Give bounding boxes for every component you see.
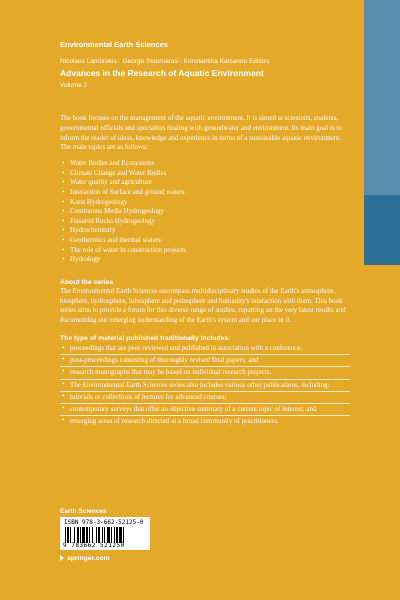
list-item: • Water quality and agriculture — [60, 178, 350, 188]
material-list — [60, 344, 350, 427]
barcode-icon — [65, 527, 145, 543]
list-item: • post-proceedings consisting of thoroughly revised final papers; and — [60, 354, 350, 366]
list-item: • Hydrology — [60, 255, 350, 265]
list-item: • emerging areas of research directed at a broad community of practitioners. — [60, 415, 350, 427]
spine-band-light — [364, 0, 400, 195]
editors: Nicolaos Lambrakis · George Stournaras · Konstantina Katsanou Editors — [60, 58, 270, 65]
website-link[interactable] — [60, 555, 110, 562]
list-item: • Geothermics and thermal waters — [60, 236, 350, 246]
book-title: Advances in the Research of Aquatic Environment — [60, 68, 264, 78]
barcode — [60, 517, 150, 550]
website-text: springer.com — [67, 555, 110, 562]
about-paragraph: The Environmental Earth Sciences encompass multidisciplinary studies of the Earth's atmosphere, biosphere, hydrosphere, lithosphere and pedosphere and humanity's interaction with them. This book series aims to provide a forum for this diverse range of studies, reporting on the very latest results and documenting our emerging understanding of the Earth's system and our place in it. — [60, 286, 346, 325]
list-item: • Continuous Media Hydrogeology — [60, 207, 350, 217]
list-item: • research monographs that may be based on individual research projects. — [60, 366, 350, 378]
topic-list — [60, 159, 350, 265]
list-item: • Water Bodies and Ecosystems — [60, 159, 350, 169]
intro-paragraph: The book focuses on the management of the aquatic environment. It is aimed at scientists, students, governmental officials and specialists dealing with groundwater and environment. Its main goal is to inform the reader of ideas, knowledge and experience in terms of a sustainable aquatic environment. The main topics are as follows: — [60, 114, 342, 152]
list-item: • The Environmental Earth Sciences series also includes various other publications, including: — [60, 379, 350, 391]
list-item: • The role of water in construction projects — [60, 246, 350, 256]
list-item: • Karst Hydrogeology — [60, 198, 350, 208]
spine-band-dark — [364, 195, 400, 265]
arrow-icon — [60, 555, 64, 561]
material-heading: The type of material published traditionally includes: — [60, 334, 231, 342]
list-item: • Interaction of Surface and ground waters — [60, 188, 350, 198]
list-item: • contemporary surveys that offer an objective summary of a current topic of interest; and — [60, 403, 350, 415]
list-item: • Fissured Rocks Hydrogeology — [60, 217, 350, 227]
list-item: • tutorials or collections of lectures for advanced courses; — [60, 391, 350, 403]
category-label: Earth Sciences — [60, 508, 107, 515]
blurb — [60, 114, 350, 427]
list-item: • Hydrochemistry — [60, 226, 350, 236]
volume-label: Volume 2 — [60, 82, 88, 89]
list-item: • Climate Change and Water Bodies — [60, 169, 350, 179]
list-item: • proceedings that are peer-reviewed and published in association with a conference; — [60, 344, 350, 354]
barcode-number: 9 783662 521250 — [63, 542, 125, 549]
series-title: Environmental Earth Sciences — [60, 40, 168, 49]
about-heading: About the series — [60, 278, 114, 286]
isbn-text: ISBN 978-3-662-52125-0 — [64, 519, 144, 526]
